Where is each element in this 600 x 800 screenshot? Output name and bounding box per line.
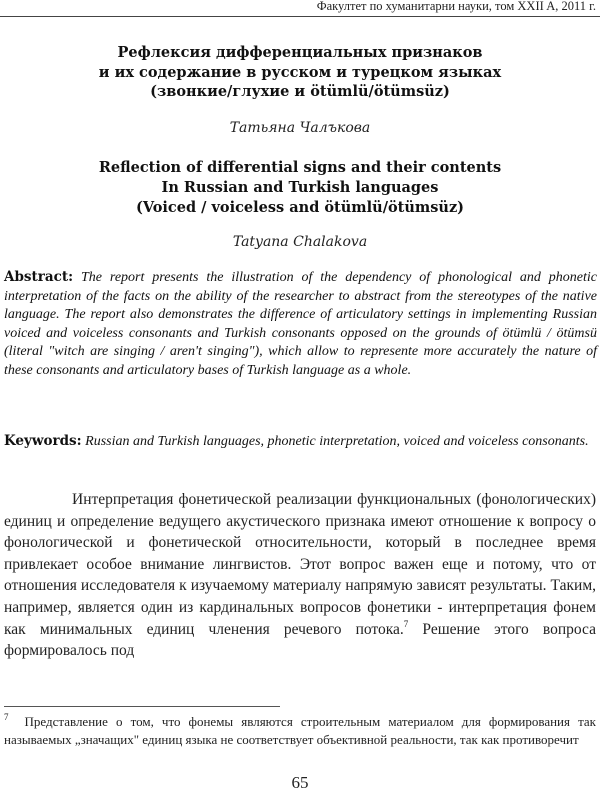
footnote-text: Представление о том, что фонемы являются строительным материалом для формирования так называемых „значащих" единиц языка не соответствует объективной реальности, так как противоречит: [4, 714, 596, 747]
title-english-line: In Russian and Turkish languages: [161, 179, 439, 196]
title-russian: [0, 43, 600, 102]
keywords-label: Keywords:: [4, 433, 82, 449]
title-english-line: Reflection of differential signs and their contents: [98, 159, 502, 176]
author-english: Tatyana Chalakova: [232, 234, 368, 250]
body-text-part: Интерпретация фонетической реализации функциональных (фонологических) единиц и определение ведущего акустического признака имеют отношение к вопросу о фонологической и фонетической относительности, который в последнее время привлекает особое внимание лингвистов. Этот вопрос важен еще и потому, что от отношения исследователя к изучаемому материалу напрямую зависят результаты. Таким, например, является один из кардинальных вопросов фонетики - интерпретация фонем как минимальных единиц членения речевого потока.: [4, 491, 596, 638]
author-russian: Татьяна Чалъкова: [229, 120, 371, 136]
footnote: [4, 713, 596, 748]
title-russian-line: и их содержание в русском и турецком языках: [98, 63, 502, 81]
abstract: [4, 268, 597, 381]
running-head: [0, 0, 600, 17]
body-text-part: Решение этого вопроса формировалось под: [4, 620, 596, 660]
title-russian-line: (звонкие/глухие и ötümlü/ötümsüz): [150, 83, 450, 100]
footnote-reference[interactable]: 7: [403, 618, 409, 629]
running-head-text: Факултет по хуманитарни науки, том XXII A, 2011 г.: [316, 0, 596, 13]
keywords-text: Russian and Turkish languages, phonetic interpretation, voiced and voiceless consonants.: [85, 434, 589, 449]
abstract-text: The report presents the illustration of the dependency of phonological and phonetic interpretation of the facts on the ability of the researcher to abstract from the stereotypes of the native language. The report also demonstrates the difference of articulatory settings in implementing Russian voiced and voiceless consonants and Turkish consonants opposed on the grounds of ötümlü / ötümsü (literal "witch are singing / aren't singing"), which allow to represente more accurately the nature of these consonants and articulatory bases of Turkish language as a whole.: [4, 270, 597, 378]
footnote-number: 7: [4, 712, 9, 722]
keywords: [4, 432, 597, 452]
footnote-divider: [4, 706, 280, 707]
abstract-label: Abstract:: [4, 269, 74, 285]
title-english: [0, 158, 600, 218]
page-number: 65: [291, 773, 309, 792]
title-russian-line: Рефлексия дифференциальных признаков: [117, 44, 483, 61]
title-english-line: (Voiced / voiceless and ötümlü/ötümsüz): [135, 199, 465, 216]
body-paragraph: [4, 489, 596, 662]
